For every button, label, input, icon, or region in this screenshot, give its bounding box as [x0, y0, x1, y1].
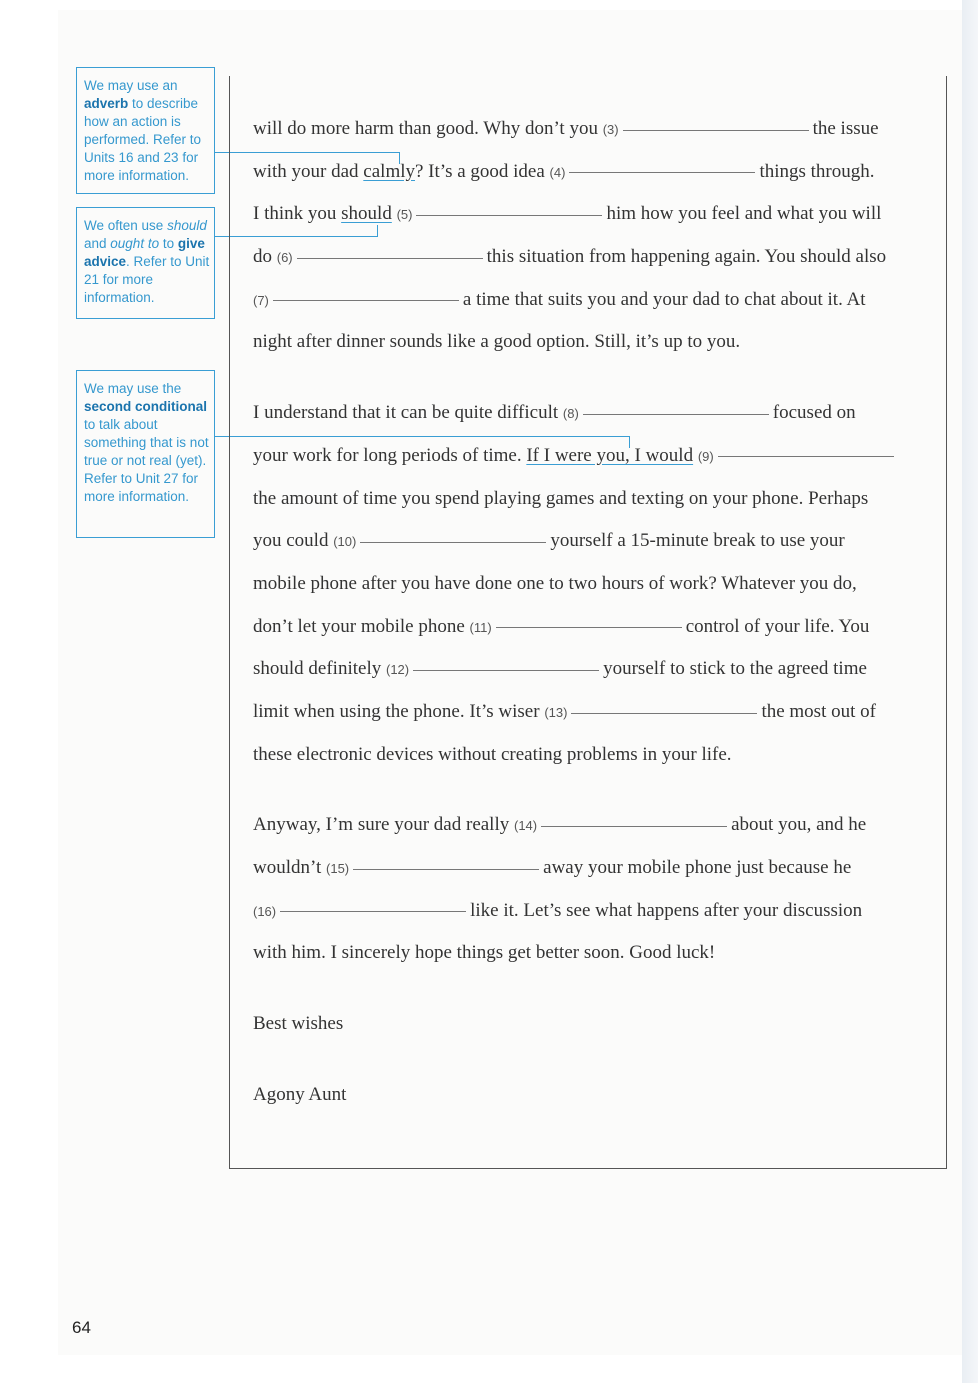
- text-line: wouldn’t (15) away your mobile phone just because he: [253, 857, 852, 878]
- text-line: these electronic devices without creating problems in your life.: [253, 743, 732, 765]
- margin-note-adverb: We may use an adverb to describe how an action is performed. Refer to Units 16 and 23 for more information.: [76, 67, 215, 194]
- text-line: should definitely (12) yourself to stick to the agreed time: [253, 658, 867, 680]
- text-line: your work for long periods of time. If I were you, I would (9): [253, 435, 933, 478]
- answer-blank[interactable]: [623, 129, 809, 131]
- answer-blank[interactable]: [353, 868, 539, 870]
- text-line: Anyway, I’m sure your dad really (14) about you, and he: [253, 814, 867, 836]
- letter-body: [253, 108, 933, 1116]
- text-line: with him. I sincerely hope things get better soon. Good luck!: [253, 942, 716, 964]
- text-line: don’t let your mobile phone (11) control of your life. You: [253, 615, 870, 637]
- answer-blank[interactable]: [541, 825, 727, 827]
- answer-blank[interactable]: [569, 171, 755, 173]
- signature: Agony Aunt: [253, 1083, 347, 1105]
- answer-blank[interactable]: [413, 669, 599, 671]
- margin-note-should: We often use should and ought to to give advice. Refer to Unit 21 for more information.: [76, 207, 215, 319]
- answer-blank[interactable]: [416, 214, 602, 216]
- answer-blank[interactable]: [360, 541, 546, 543]
- answer-blank[interactable]: [583, 413, 769, 415]
- answer-blank[interactable]: [718, 455, 894, 457]
- text-line: limit when using the phone. It’s wiser (13) the most out of: [253, 700, 876, 722]
- answer-blank[interactable]: [496, 626, 682, 628]
- text-line: do (6) this situation from happening again. You should also: [253, 246, 887, 268]
- text-line: the amount of time you spend playing games and texting on your phone. Perhaps: [253, 487, 869, 509]
- text-line: (7) a time that suits you and your dad to chat about it. At: [253, 288, 866, 310]
- page-number: 64: [72, 1318, 91, 1337]
- text-line: (16) like it. Let’s see what happens after your discussion: [253, 899, 863, 921]
- text-line: night after dinner sounds like a good option. Still, it’s up to you.: [253, 331, 741, 353]
- text-line: mobile phone after you have done one to two hours of work? Whatever you do,: [253, 572, 857, 594]
- text-line: I think you should (5) him how you feel and what you will: [253, 203, 882, 225]
- text-line: you could (10) yourself a 15-minute break to use your: [253, 530, 845, 552]
- text-line: I understand that it can be quite difficult (8) focused on: [253, 402, 856, 424]
- text-line: with your dad calmly? It’s a good idea (4) things through.: [253, 160, 875, 182]
- page-edge: [962, 0, 978, 1383]
- sign-off: Best wishes: [253, 1013, 344, 1035]
- answer-blank[interactable]: [280, 910, 466, 912]
- answer-blank[interactable]: [297, 257, 483, 259]
- margin-note-conditional: We may use the second conditional to talk about something that is not true or not real (yet). Refer to Unit 27 for more information.: [76, 370, 215, 538]
- answer-blank[interactable]: [273, 299, 459, 301]
- answer-blank[interactable]: [571, 712, 757, 714]
- text-line: will do more harm than good. Why don’t you (3) the issue: [253, 118, 879, 139]
